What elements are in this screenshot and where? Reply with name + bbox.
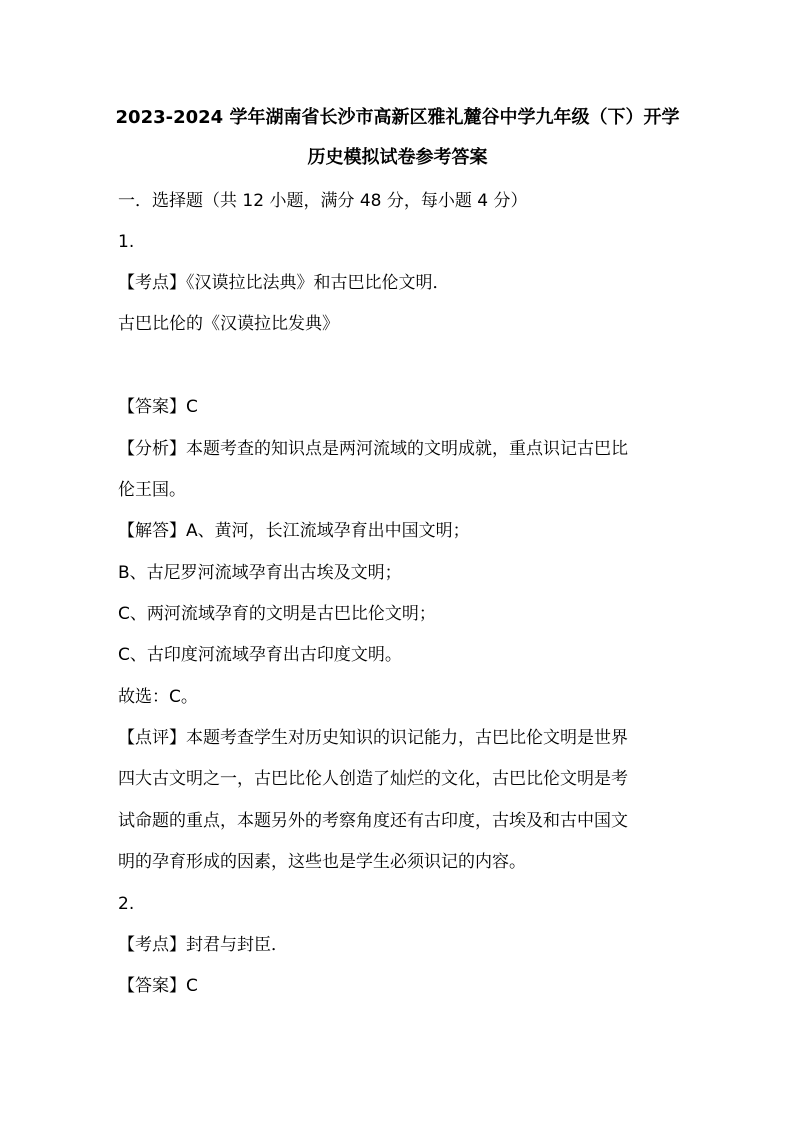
question-1-answer: 【答案】C [118,397,198,417]
question-1-comment-line-1: 【点评】本题考查学生对历史知识的识记能力，古巴比伦文明是世界 [118,728,628,748]
question-1-topic: 古巴比伦的《汉谟拉比发典》 [118,314,339,334]
question-1-solution-line-2: B、古尼罗河流域孕育出古埃及文明； [118,563,402,583]
question-1-solution-line-3: C、两河流域孕育的文明是古巴比伦文明； [118,604,436,624]
question-2-kaodian: 【考点】封君与封臣． [118,935,288,955]
question-1-solution-line-4: C、古印度河流域孕育出古印度文明。 [118,645,402,665]
question-1-choice: 故选：C。 [118,687,198,707]
question-1-comment-line-2: 四大古文明之一，古巴比伦人创造了灿烂的文化，古巴比伦文明是考 [118,769,628,789]
question-2-answer: 【答案】C [118,976,198,996]
question-1-kaodian: 【考点】《汉谟拉比法典》和古巴比伦文明． [118,273,450,293]
question-2-number: 2. [118,894,135,914]
question-1-comment-line-3: 试命题的重点，本题另外的考察角度还有古印度，古埃及和古中国文 [118,811,628,831]
question-1-number: 1. [118,232,135,252]
question-1-comment-line-4: 明的孕育形成的因素，这些也是学生必须识记的内容。 [118,852,526,872]
document-title-line-2: 历史模拟试卷参考答案 [307,147,488,168]
section-heading: 一．选择题（共 12 小题，满分 48 分，每小题 4 分） [118,191,528,211]
document-title-line-1: 2023-2024 学年湖南省长沙市高新区雅礼麓谷中学九年级（下）开学 [115,107,680,128]
question-1-solution-line-1: 【解答】A、黄河，长江流域孕育出中国文明； [118,521,470,541]
question-1-analysis-line-1: 【分析】本题考查的知识点是两河流域的文明成就，重点识记古巴比 [118,439,628,459]
question-1-analysis-line-2: 伦王国。 [118,480,186,500]
